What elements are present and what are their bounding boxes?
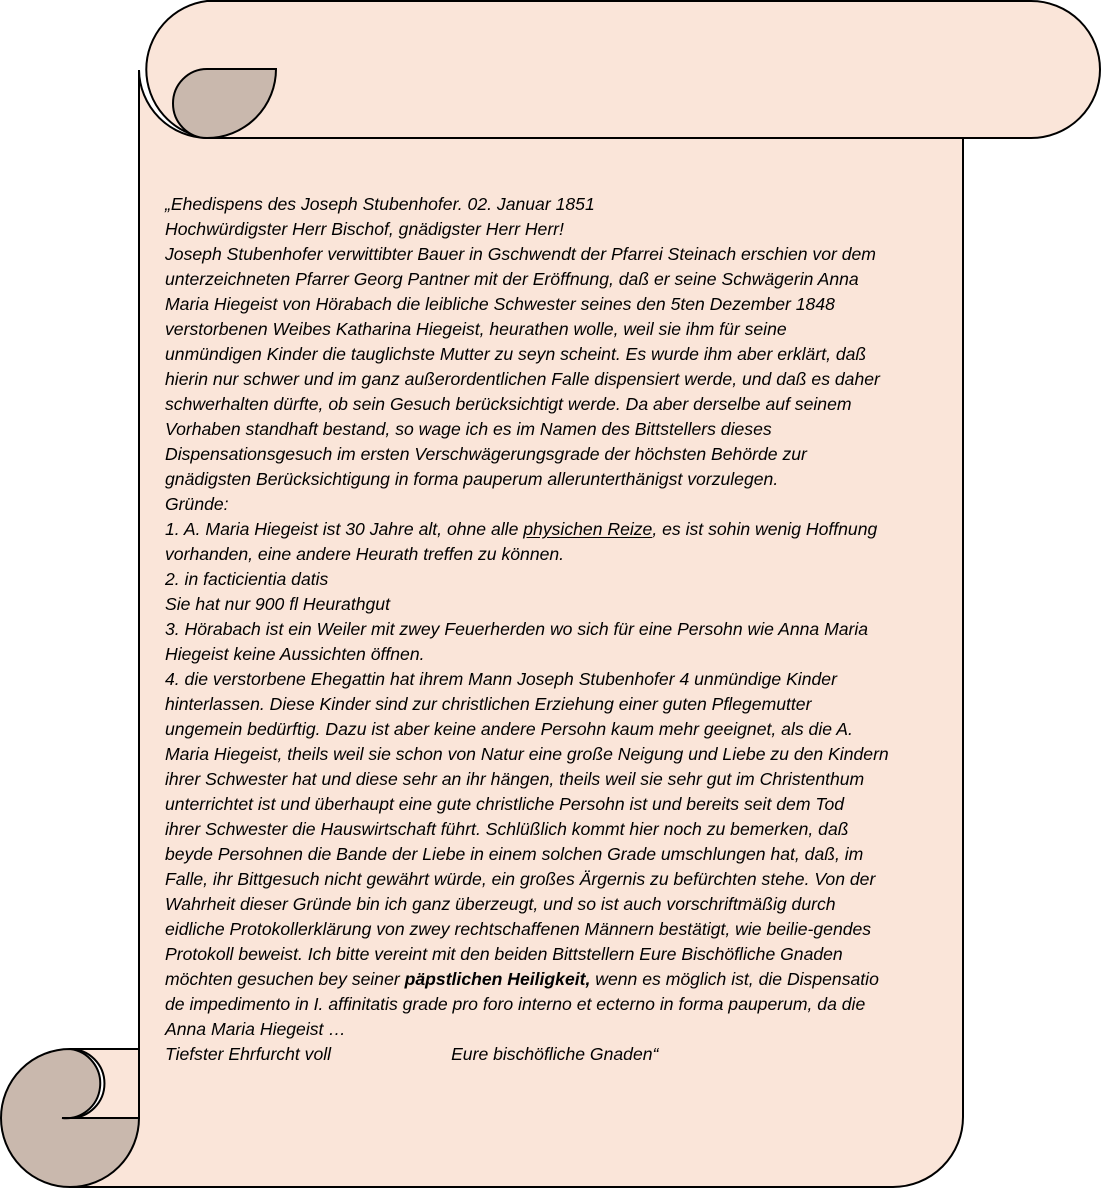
bold-line-text-end: wenn es möglich ist, die Dispensatio xyxy=(590,969,879,989)
letter-line: 4. die verstorbene Ehegattin hat ihrem Mann Joseph Stubenhofer 4 unmündige Kinder xyxy=(165,669,837,689)
bold-line-text: möchten gesuchen bey seiner xyxy=(165,969,405,989)
top-roll xyxy=(146,1,1100,138)
letter-line: Anna Maria Hiegeist … xyxy=(165,1019,346,1039)
letter-line: 2. in facticientia datis xyxy=(165,569,329,589)
letter-line: Sie hat nur 900 fl Heurathgut xyxy=(165,594,390,614)
letter-line: 3. Hörabach ist ein Weiler mit zwey Feuerherden wo sich für eine Persohn wie Anna Maria xyxy=(165,619,869,639)
letter-line: unterzeichneten Pfarrer Georg Pantner mit der Eröffnung, daß er seine Schwägerin Anna xyxy=(165,269,859,289)
letter-line: beyde Persohnen die Bande der Liebe in einem solchen Grade umschlungen hat, daß, im xyxy=(165,844,864,864)
letter-line: Maria Hiegeist von Hörabach die leibliche Schwester seines den 5ten Dezember 1848 xyxy=(165,294,835,314)
letter-line: eidliche Protokollerklärung von zwey rechtschaffenen Männern bestätigt, wie beilie-gendes xyxy=(165,919,872,939)
bold-phrase: päpstlichen Heiligkeit, xyxy=(404,969,591,989)
letter-line: hinterlassen. Diese Kinder sind zur christlichen Erziehung einer guten Pflegemutter xyxy=(165,694,812,714)
closing-line xyxy=(165,1042,955,1067)
letter-line: verstorbenen Weibes Katharina Hiegeist, heurathen wolle, weil sie ihm für seine xyxy=(165,319,787,339)
letter-line: vorhanden, eine andere Heurath treffen zu können. xyxy=(165,544,565,564)
closing-signature: Eure bischöfliche Gnaden“ xyxy=(451,1044,659,1064)
reason-1-text: 1. A. Maria Hiegeist ist 30 Jahre alt, ohne alle xyxy=(165,519,524,539)
letter-line: gnädigsten Berücksichtigung in forma pauperum allerunterthänigst vorzulegen. xyxy=(165,469,779,489)
reason-1-line xyxy=(165,517,955,542)
letter-line: ihrer Schwester die Hauswirtschaft führt. Schlüßlich kommt hier noch zu bemerken, daß xyxy=(165,819,849,839)
bold-phrase-line xyxy=(165,967,955,992)
letter-line: Hiegeist keine Aussichten öffnen. xyxy=(165,644,425,664)
letter-line: unmündigen Kinder die tauglichste Mutter zu seyn scheint. Es wurde ihm aber erklärt, daß xyxy=(165,344,867,364)
letter-line: hierin nur schwer und im ganz außerordentlichen Falle dispensiert werde, und daß es daher xyxy=(165,369,880,389)
underlined-phrase: physichen Reize xyxy=(523,519,653,539)
letter-text xyxy=(165,192,955,1067)
letter-line: Dispensationsgesuch im ersten Verschwägerungsgrade der höchsten Behörde zur xyxy=(165,444,807,464)
letter-line: schwerhalten dürfte, ob sein Gesuch berücksichtigt werde. Da aber derselbe auf seinem xyxy=(165,394,852,414)
letter-line: Maria Hiegeist, theils weil sie schon von Natur eine große Neigung und Liebe zu den Kindern xyxy=(165,744,889,764)
letter-line: Hochwürdigster Herr Bischof, gnädigster Herr Herr! xyxy=(165,219,564,239)
letter-line: de impedimento in I. affinitatis grade pro foro interno et ecterno in forma pauperum, da die xyxy=(165,994,866,1014)
letter-line: Gründe: xyxy=(165,494,229,514)
letter-line: ungemein bedürftig. Dazu ist aber keine andere Persohn kaum mehr geeignet, als die A. xyxy=(165,719,853,739)
letter-line: Joseph Stubenhofer verwittibter Bauer in Gschwendt der Pfarrei Steinach erschien vor dem xyxy=(165,244,876,264)
letter-line: Falle, ihr Bittgesuch nicht gewährt würde, ein großes Ärgernis zu befürchten stehe. Von der xyxy=(165,869,876,889)
letter-line: „Ehedispens des Joseph Stubenhofer. 02. Januar 1851 xyxy=(165,194,595,214)
closing-salutation: Tiefster Ehrfurcht voll xyxy=(165,1044,332,1064)
letter-line: Protokoll beweist. Ich bitte vereint mit den beiden Bittstellern Eure Bischöfliche Gnaden xyxy=(165,944,843,964)
letter-line: Wahrheit dieser Gründe bin ich ganz überzeugt, und so ist auch vorschriftmäßig durch xyxy=(165,894,836,914)
reason-1-text-end: , es ist sohin wenig Hoffnung xyxy=(652,519,878,539)
letter-line: unterrichtet ist und überhaupt eine gute christliche Persohn ist und bereits seit dem Tod xyxy=(165,794,845,814)
letter-line: ihrer Schwester hat und diese sehr an ihr hängen, theils weil sie sehr gut im Christenthum xyxy=(165,769,865,789)
letter-line: Vorhaben standhaft bestand, so wage ich es im Namen des Bittstellers dieses xyxy=(165,419,772,439)
